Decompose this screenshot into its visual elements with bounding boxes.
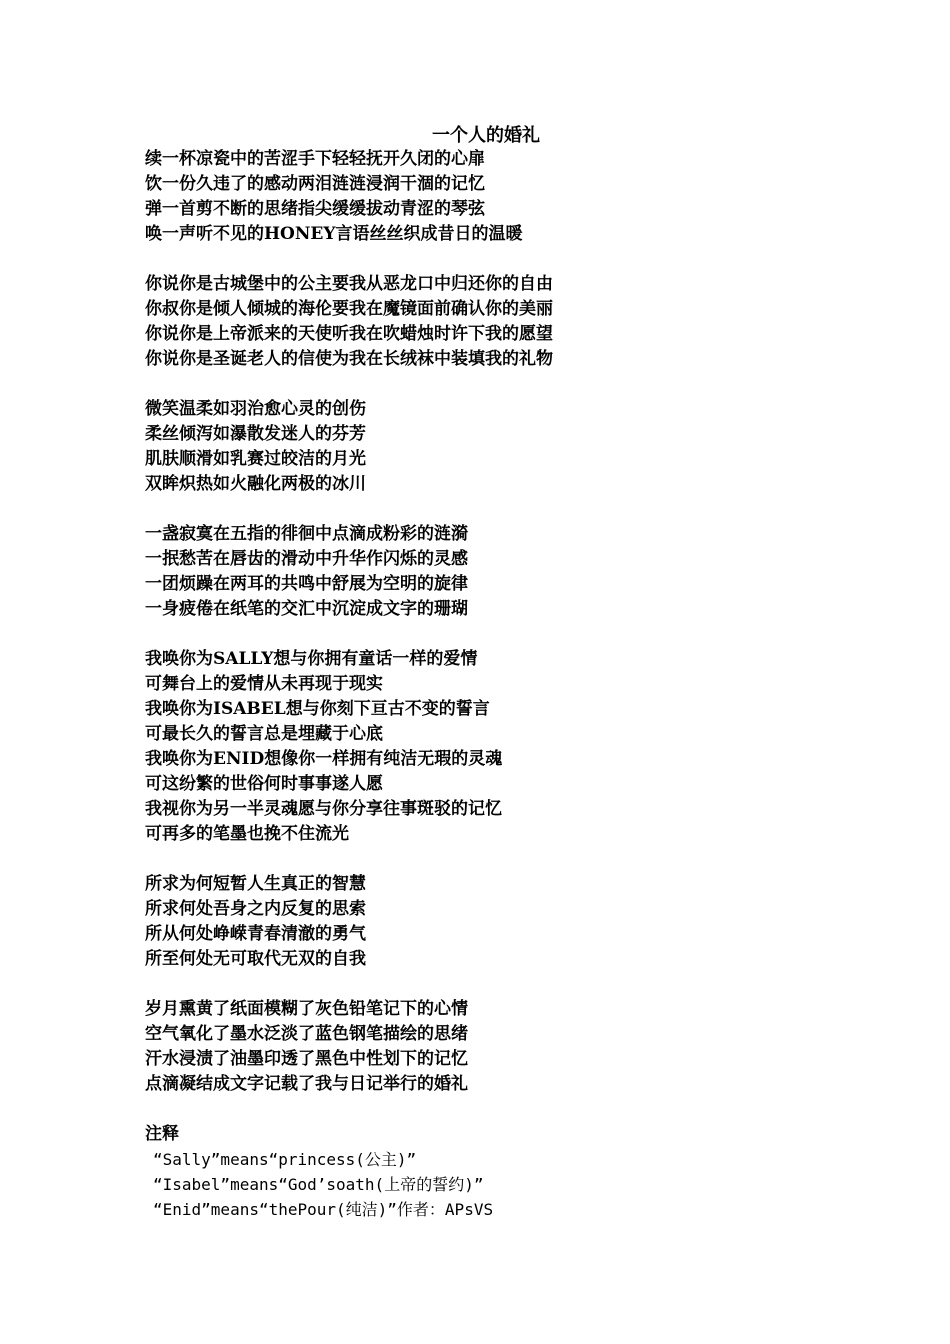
- poem-line: 可再多的笔墨也挽不住流光: [145, 824, 349, 844]
- poem-line: 唤一声听不见的HONEY言语丝丝织成昔日的温暖: [145, 224, 523, 244]
- poem-line: 空气氧化了墨水泛淡了蓝色钢笔描绘的思绪: [145, 1024, 468, 1044]
- poem-line: 你叔你是倾人倾城的海伦要我在魔镜面前确认你的美丽: [145, 299, 553, 319]
- stanza: [145, 272, 845, 372]
- poem-line: 所求何处吾身之内反复的思索: [145, 899, 366, 919]
- poem-line: 一盏寂寞在五指的徘徊中点滴成粉彩的涟漪: [145, 524, 468, 544]
- poem-line: 柔丝倾泻如瀑散发迷人的芬芳: [145, 424, 366, 444]
- poem-line: 一抿愁苦在唇齿的滑动中升华作闪烁的灵感: [145, 549, 468, 569]
- note-line: “Sally”means“princess(公主)”: [153, 1150, 417, 1169]
- poem-line: 我唤你为ENID想像你一样拥有纯洁无瑕的灵魂: [145, 749, 503, 769]
- poem-line: 续一杯凉瓷中的苦涩手下轻轻抚开久闭的心扉: [145, 149, 485, 169]
- poem-line: 可舞台上的爱情从未再现于现实: [145, 674, 383, 694]
- notes-section: [145, 1122, 845, 1222]
- poem-line: 一团烦躁在两耳的共鸣中舒展为空明的旋律: [145, 574, 468, 594]
- poem-line: 可这纷繁的世俗何时事事遂人愿: [145, 774, 383, 794]
- poem-line: 所至何处无可取代无双的自我: [145, 949, 366, 969]
- stanza-gap: [145, 1097, 845, 1122]
- poem-line: 微笑温柔如羽治愈心灵的创伤: [145, 399, 366, 419]
- poem-line: 一身疲倦在纸笔的交汇中沉淀成文字的珊瑚: [145, 599, 468, 619]
- poem-line: 饮一份久违了的感动两泪涟涟浸润干涸的记忆: [145, 174, 485, 194]
- stanza-gap: [145, 497, 845, 522]
- stanza: [145, 647, 845, 847]
- poem-line: 你说你是圣诞老人的信使为我在长绒袜中装填我的礼物: [145, 349, 553, 369]
- stanza-gap: [145, 847, 845, 872]
- stanza-gap: [145, 972, 845, 997]
- stanza: [145, 397, 845, 497]
- poem-line: 你说你是上帝派来的天使听我在吹蜡烛时许下我的愿望: [145, 324, 553, 344]
- poem-line: 弹一首剪不断的思绪指尖缓缓拔动青涩的琴弦: [145, 199, 485, 219]
- poem-line: 点滴凝结成文字记载了我与日记举行的婚礼: [145, 1074, 468, 1094]
- stanza: [145, 997, 845, 1097]
- poem-line: 你说你是古城堡中的公主要我从恶龙口中归还你的自由: [145, 274, 553, 294]
- poem-line: 我视你为另一半灵魂愿与你分享往事斑驳的记忆: [145, 799, 502, 819]
- stanza: [145, 872, 845, 972]
- poem-line: 所从何处峥嵘青春清澈的勇气: [145, 924, 366, 944]
- poem-line: 汗水浸渍了油墨印透了黑色中性划下的记忆: [145, 1049, 468, 1069]
- stanza: [145, 522, 845, 622]
- poem-body: [145, 147, 845, 1222]
- poem-line: 双眸炽热如火融化两极的冰川: [145, 474, 366, 494]
- poem-title: 一个人的婚礼: [432, 125, 540, 146]
- poem-line: 所求为何短暂人生真正的智慧: [145, 874, 366, 894]
- poem-line: 岁月熏黄了纸面模糊了灰色铅笔记下的心情: [145, 999, 468, 1019]
- stanza-gap: [145, 622, 845, 647]
- stanza-gap: [145, 247, 845, 272]
- poem-line: 可最长久的誓言总是埋藏于心底: [145, 724, 383, 744]
- poem-line: 肌肤顺滑如乳赛过皎洁的月光: [145, 449, 366, 469]
- poem-line: 我唤你为ISABEL想与你刻下亘古不变的誓言: [145, 699, 490, 719]
- note-line: “Isabel”means“God’soath(上帝的誓约)”: [153, 1175, 484, 1194]
- note-line: “Enid”means“thePour(纯洁)”作者：APsVS: [153, 1200, 494, 1219]
- stanza-gap: [145, 372, 845, 397]
- stanza: [145, 147, 845, 247]
- poem-line: 我唤你为SALLY想与你拥有童话一样的爱情: [145, 649, 478, 669]
- notes-heading: 注释: [145, 1124, 179, 1144]
